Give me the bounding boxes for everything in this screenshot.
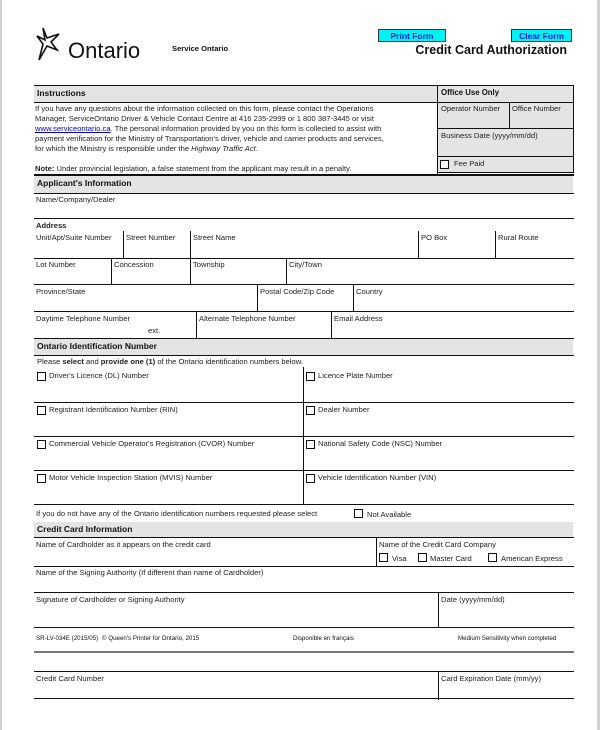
po-box-field[interactable]: PO Box (421, 233, 448, 242)
visa-checkbox[interactable] (379, 553, 388, 562)
email-field[interactable]: Email Address (334, 314, 383, 323)
print-form-button[interactable]: Print Form (378, 29, 446, 42)
rin-label: Registrant Identification Number (RIN) (49, 405, 178, 414)
divider (196, 311, 197, 338)
mvis-checkbox[interactable] (37, 474, 46, 483)
credit-heading: Credit Card Information (34, 522, 573, 537)
daytime-phone-field[interactable]: Daytime Telephone Number (36, 314, 130, 323)
divider (437, 128, 574, 129)
vin-checkbox[interactable] (306, 474, 315, 483)
operator-number-field[interactable]: Operator Number (441, 104, 501, 113)
divider (34, 566, 574, 567)
nsc-checkbox[interactable] (306, 440, 315, 449)
instructions-line: If you have any questions about the information collected on this form, please contact the Operations (35, 104, 374, 113)
note (35, 164, 351, 173)
province-field[interactable]: Province/State (36, 287, 86, 296)
country-field[interactable]: Country (356, 287, 383, 296)
dl-checkbox[interactable] (37, 372, 46, 381)
sensitivity-note: Medium Sensitivity when completed (458, 635, 557, 642)
ontario-id-intro (37, 357, 303, 366)
alternate-phone-field[interactable]: Alternate Telephone Number (199, 314, 296, 323)
visa-label: Visa (392, 554, 407, 563)
divider (286, 258, 287, 284)
divider (437, 172, 574, 173)
divider (509, 102, 510, 128)
act-name: Highway Traffic Act (191, 144, 256, 153)
fee-paid-checkbox[interactable] (440, 160, 449, 169)
mastercard-label: Master Card (430, 554, 472, 563)
divider (34, 627, 574, 628)
address-label: Address (36, 221, 67, 230)
name-company-field[interactable]: Name/Company/Dealer (36, 195, 116, 204)
instructions-line: Manager, ServiceOntario Driver & Vehicle Contact Centre at 416 235-2999 or 1 800 387-3445 or visit (35, 114, 374, 123)
cvor-checkbox[interactable] (37, 440, 46, 449)
divider (34, 311, 574, 312)
divider (438, 592, 439, 627)
divider (34, 504, 574, 505)
text: provide one (1) (100, 357, 156, 366)
not-available-checkbox[interactable] (354, 509, 363, 518)
concession-field[interactable]: Concession (114, 260, 154, 269)
business-date-field[interactable]: Business Date (yyyy/mm/dd) (441, 131, 538, 140)
instructions-line: payment verification for the Ministry of Transportation's driver, vehicle and carrier products and services, (35, 134, 384, 143)
rural-route-field[interactable]: Rural Route (498, 233, 539, 242)
divider (34, 698, 574, 699)
divider (418, 231, 419, 258)
divider (34, 218, 574, 219)
text: for which the Ministry is responsible under the (35, 144, 192, 153)
note-label: Note: (35, 164, 55, 173)
instructions-line (35, 144, 384, 154)
ontario-logo (35, 26, 65, 67)
rin-checkbox[interactable] (37, 406, 46, 415)
text: . The personal information provided by you on this form is collected to assist with (110, 124, 382, 133)
form-number: SR-LV-034E (2015/05) (36, 635, 99, 642)
divider (34, 470, 574, 471)
mastercard-checkbox[interactable] (418, 553, 427, 562)
divider (34, 258, 574, 259)
instructions-heading: Instructions (34, 86, 437, 102)
divider (438, 671, 439, 700)
divider (34, 537, 574, 538)
trillium-icon (35, 26, 65, 62)
amex-label: American Express (501, 554, 563, 563)
plate-checkbox[interactable] (306, 372, 315, 381)
cardholder-name-field[interactable]: Name of Cardholder as it appears on the credit card (36, 540, 211, 549)
divider (34, 436, 574, 437)
divider (376, 537, 377, 566)
ext-label: ext. (148, 326, 161, 335)
not-available-prompt: If you do not have any of the Ontario identification numbers requested please select (36, 509, 318, 518)
city-field[interactable]: City/Town (289, 260, 322, 269)
street-name-field[interactable]: Street Name (193, 233, 236, 242)
divider (331, 311, 332, 338)
signature-field[interactable]: Signature of Cardholder or Signing Authority (36, 595, 185, 604)
divider (495, 231, 496, 258)
dealer-checkbox[interactable] (306, 406, 315, 415)
dl-label: Driver's Licence (DL) Number (49, 371, 149, 380)
divider (34, 651, 574, 653)
divider (34, 193, 574, 194)
divider (111, 258, 112, 284)
signing-authority-field[interactable]: Name of the Signing Authority (If different than name of Cardholder) (36, 568, 264, 577)
text: and (83, 357, 101, 366)
divider (257, 284, 258, 311)
nsc-label: National Safety Code (NSC) Number (318, 439, 443, 448)
card-expiry-field[interactable]: Card Expiration Date (mm/yy) (441, 674, 542, 683)
plate-label: Licence Plate Number (318, 371, 393, 380)
logo-text: Ontario (68, 38, 141, 63)
card-number-field[interactable]: Credit Card Number (36, 674, 104, 683)
serviceontario-link[interactable]: www.serviceontario.ca (35, 124, 111, 133)
copyright: © Queen's Printer for Ontario, 2015 (102, 635, 200, 642)
cvor-label: Commercial Vehicle Operator's Registration (CVOR) Number (49, 439, 255, 448)
amex-checkbox[interactable] (488, 553, 497, 562)
divider (353, 284, 354, 311)
instructions-text (35, 104, 384, 154)
dealer-label: Dealer Number (318, 405, 370, 414)
street-number-field[interactable]: Street Number (126, 233, 176, 242)
divider (34, 592, 574, 593)
divider (34, 402, 574, 403)
org-name: Service Ontario (172, 44, 229, 53)
unit-field[interactable]: Unit/Apt/Suite Number (36, 233, 112, 242)
clear-form-button[interactable]: Clear Form (511, 29, 572, 42)
divider (34, 671, 574, 672)
divider (573, 86, 574, 172)
ontario-id-heading: Ontario Identification Number (34, 339, 573, 355)
postal-code-field[interactable]: Postal Code/Zip Code (260, 287, 335, 296)
divider (34, 355, 574, 356)
page-title: Credit Card Authorization (415, 43, 567, 57)
lot-number-field[interactable]: Lot Number (36, 260, 76, 269)
township-field[interactable]: Township (193, 260, 225, 269)
divider (123, 231, 124, 258)
not-available-label: Not Available (367, 510, 412, 519)
divider (437, 156, 574, 157)
divider (34, 284, 574, 285)
french-availability: Disponible en français (293, 635, 354, 642)
divider (190, 231, 191, 258)
mvis-label: Motor Vehicle Inspection Station (MVIS) Number (49, 473, 213, 482)
text: . (255, 144, 258, 153)
text: of the Ontario identification numbers below. (155, 357, 303, 366)
card-company-label: Name of the Credit Card Company (379, 540, 496, 549)
text: select (62, 357, 84, 366)
signature-date-field[interactable]: Date (yyyy/mm/dd) (441, 595, 505, 604)
fee-paid-label: Fee Paid (454, 159, 485, 168)
note-text: Under provincial legislation, a false statement from the applicant may result in a penalty. (54, 164, 352, 173)
instructions-line (35, 124, 384, 134)
text: Please (37, 357, 63, 366)
applicant-heading: Applicant's Information (34, 176, 573, 193)
divider (190, 258, 191, 284)
office-number-field[interactable]: Office Number (512, 104, 561, 113)
office-heading: Office Use Only (438, 86, 573, 102)
vin-label: Vehicle Identification Number (VIN) (318, 473, 437, 482)
